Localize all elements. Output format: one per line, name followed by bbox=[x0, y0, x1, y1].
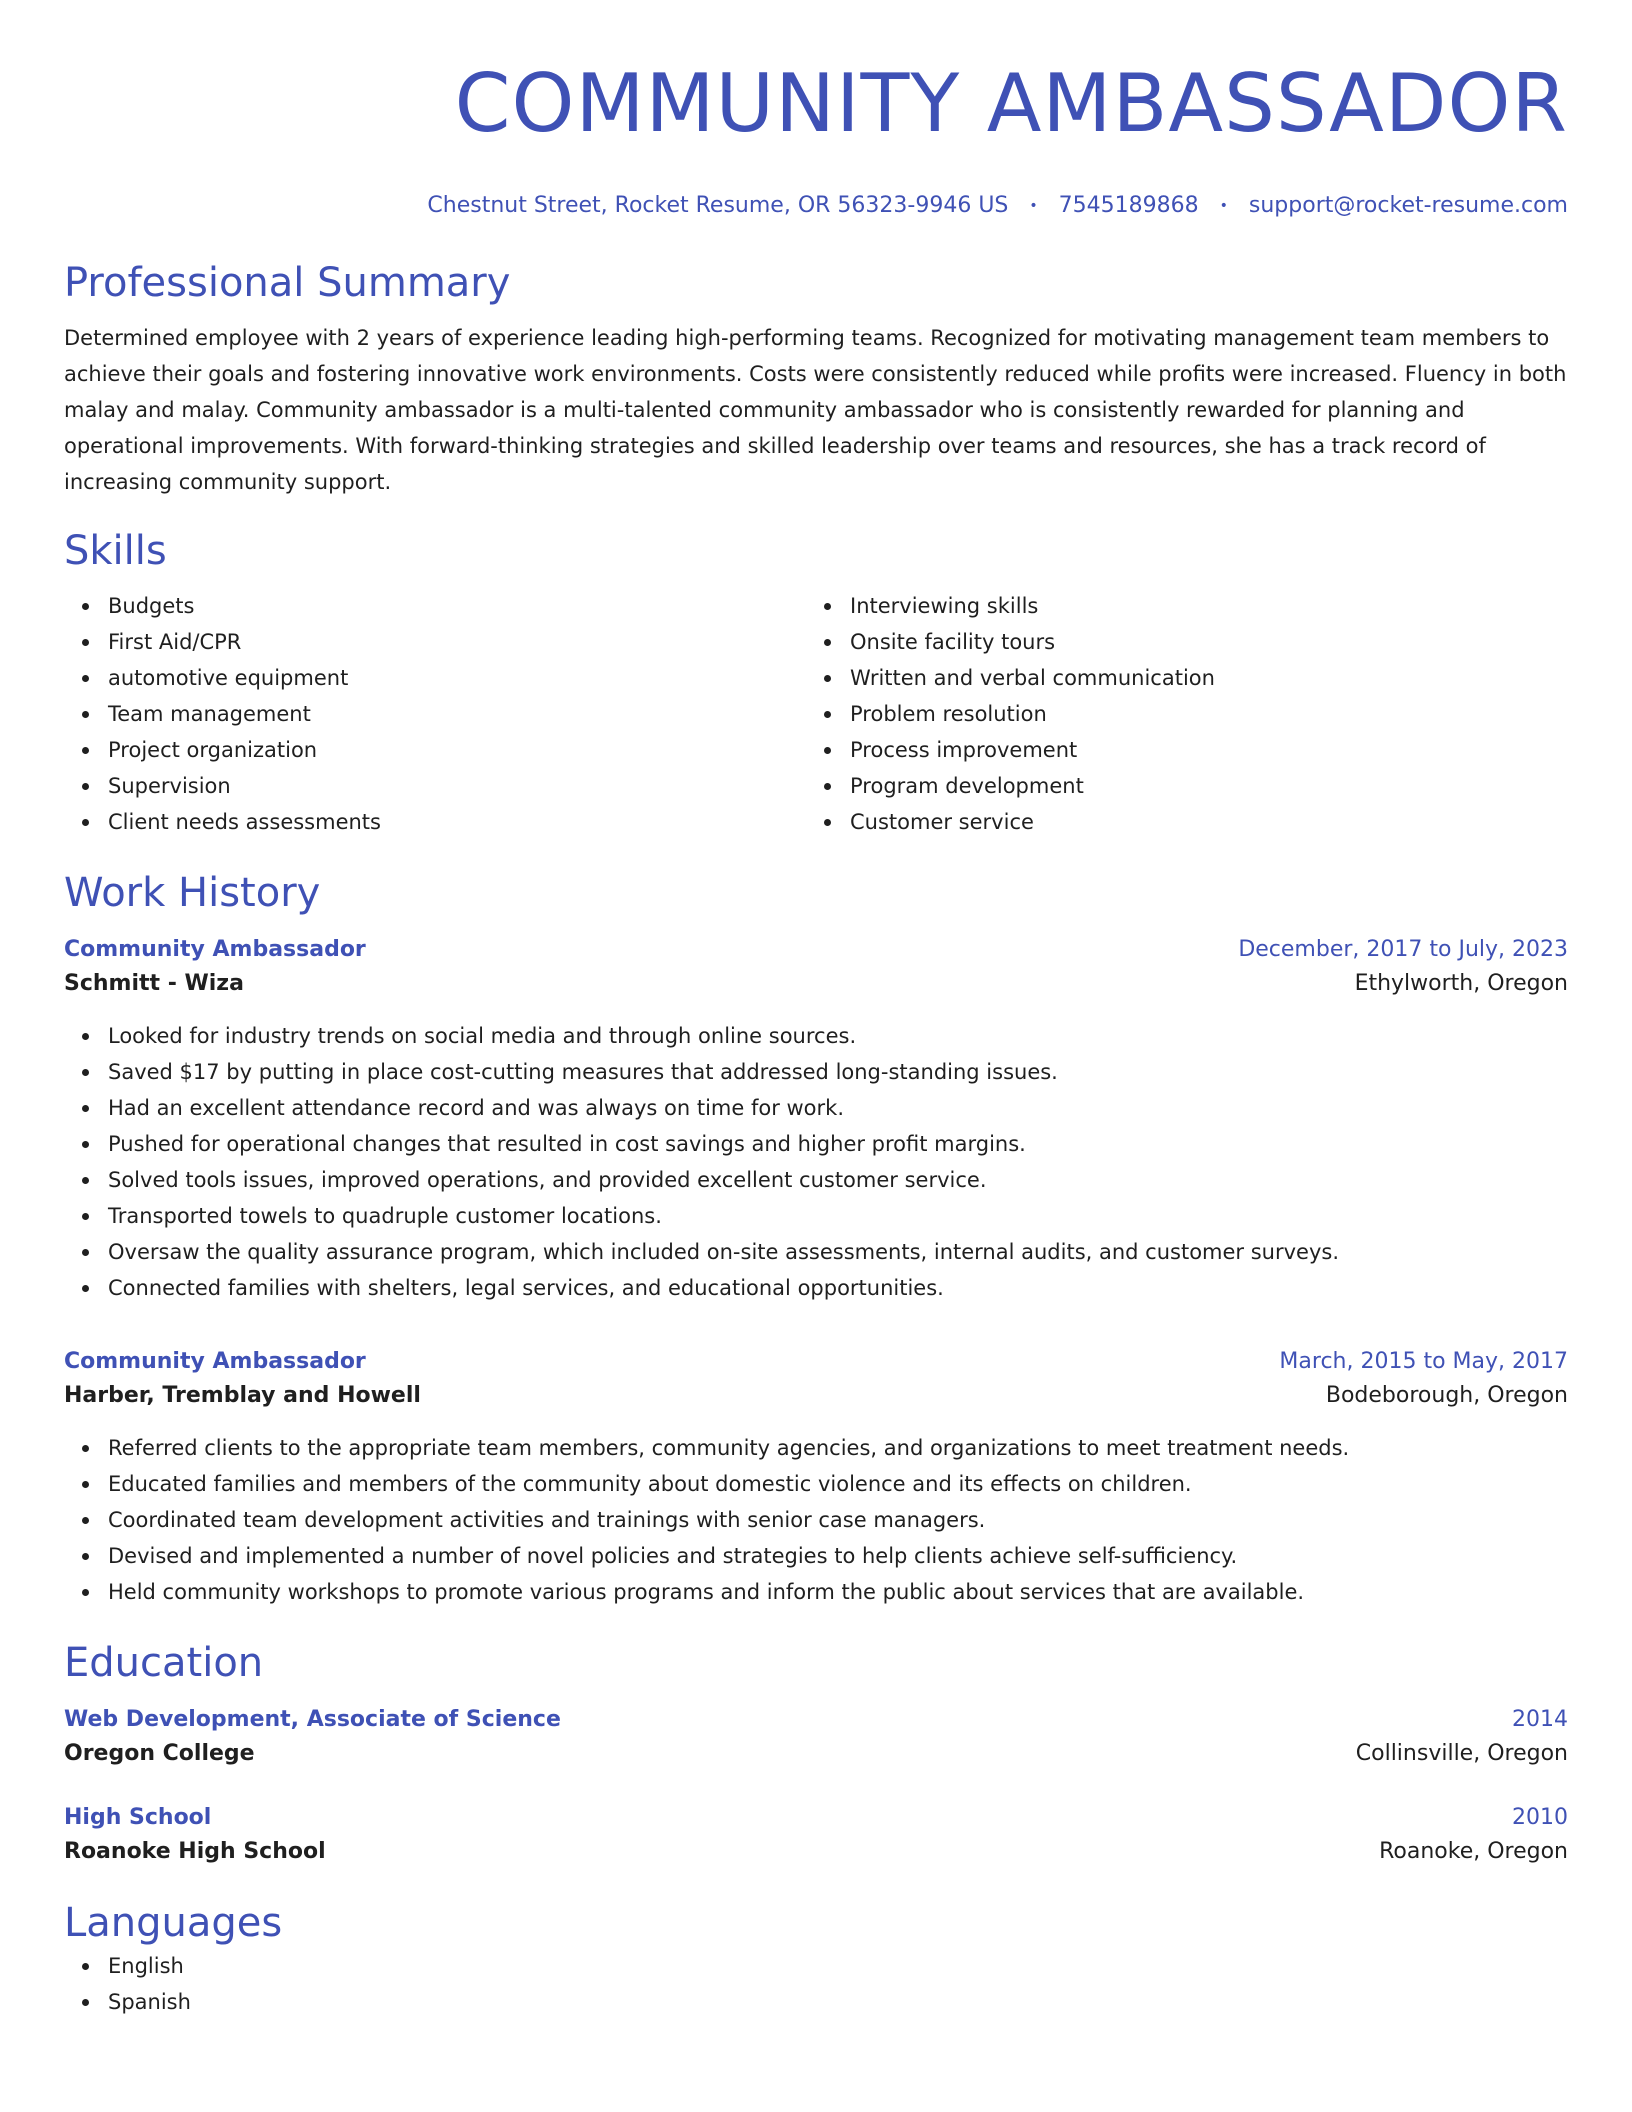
job-duty: Oversaw the quality assurance program, which included on-site assessments, internal audits, and customer surveys. bbox=[108, 1234, 1568, 1270]
company-name: Harber, Tremblay and Howell bbox=[64, 1383, 421, 1408]
job-duty: Had an excellent attendance record and was always on time for work. bbox=[108, 1090, 1568, 1126]
skills-heading: Skills bbox=[64, 528, 167, 574]
work-entry-header bbox=[64, 1346, 1568, 1378]
degree-title: High School bbox=[64, 1805, 212, 1830]
resume-header bbox=[64, 0, 1568, 220]
company-name: Schmitt - Wiza bbox=[64, 971, 244, 996]
job-dates: December, 2017 to July, 2023 bbox=[1238, 937, 1568, 962]
education-entry bbox=[64, 1704, 1568, 1772]
job-duty: Coordinated team development activities and trainings with senior case managers. bbox=[108, 1502, 1568, 1538]
job-duties-list bbox=[64, 1018, 1568, 1306]
job-location: Ethylworth, Oregon bbox=[1354, 971, 1568, 996]
work-entry-header bbox=[64, 934, 1568, 966]
contact-line bbox=[64, 192, 1568, 220]
school-location: Collinsville, Oregon bbox=[1355, 1741, 1568, 1766]
work-history-heading: Work History bbox=[64, 870, 321, 916]
job-duty: Pushed for operational changes that resulted in cost savings and higher profit margins. bbox=[108, 1126, 1568, 1162]
education-entry-subheader bbox=[64, 1736, 1568, 1772]
education-entry-header bbox=[64, 1704, 1568, 1736]
job-dates: March, 2015 to May, 2017 bbox=[1279, 1349, 1568, 1374]
job-duties-list bbox=[64, 1430, 1568, 1610]
candidate-title: COMMUNITY AMBASSADOR bbox=[454, 57, 1568, 150]
skill-item: Interviewing skills bbox=[850, 588, 1548, 624]
skill-item: automotive equipment bbox=[108, 660, 806, 696]
skill-item: Client needs assessments bbox=[108, 804, 806, 840]
education-section bbox=[64, 1638, 1568, 1870]
skill-item: Budgets bbox=[108, 588, 806, 624]
contact-address: Chestnut Street, Rocket Resume, OR 56323-9946 US bbox=[427, 193, 1009, 218]
education-entry-header bbox=[64, 1802, 1568, 1834]
skill-item: Project organization bbox=[108, 732, 806, 768]
skills-list-left bbox=[64, 588, 806, 840]
contact-separator: • bbox=[1219, 198, 1228, 214]
work-entry-subheader bbox=[64, 966, 1568, 1002]
languages-list bbox=[64, 1948, 1568, 2020]
graduation-year: 2010 bbox=[1512, 1805, 1568, 1830]
school-location: Roanoke, Oregon bbox=[1379, 1839, 1568, 1864]
skill-item: Written and verbal communication bbox=[850, 660, 1548, 696]
job-duty: Solved tools issues, improved operations, and provided excellent customer service. bbox=[108, 1162, 1568, 1198]
degree-title: Web Development, Associate of Science bbox=[64, 1707, 561, 1732]
job-duty: Transported towels to quadruple customer locations. bbox=[108, 1198, 1568, 1234]
skill-item: Supervision bbox=[108, 768, 806, 804]
job-duty: Connected families with shelters, legal services, and educational opportunities. bbox=[108, 1270, 1568, 1306]
skills-column-right bbox=[806, 588, 1548, 840]
contact-email: support@rocket-resume.com bbox=[1248, 193, 1568, 218]
job-duty: Devised and implemented a number of novel policies and strategies to help clients achieve self-sufficiency. bbox=[108, 1538, 1568, 1574]
job-title: Community Ambassador bbox=[64, 1349, 366, 1374]
skills-section bbox=[64, 526, 1568, 840]
skills-column-left bbox=[64, 588, 806, 840]
skill-item: Process improvement bbox=[850, 732, 1548, 768]
work-entry bbox=[64, 1346, 1568, 1610]
graduation-year: 2014 bbox=[1512, 1707, 1568, 1732]
skill-item: First Aid/CPR bbox=[108, 624, 806, 660]
skill-item: Customer service bbox=[850, 804, 1548, 840]
work-history-section bbox=[64, 868, 1568, 1610]
skill-item: Program development bbox=[850, 768, 1548, 804]
job-duty: Saved $17 by putting in place cost-cutting measures that addressed long-standing issues. bbox=[108, 1054, 1568, 1090]
skill-item: Problem resolution bbox=[850, 696, 1548, 732]
skills-grid bbox=[64, 588, 1568, 840]
languages-section bbox=[64, 1898, 1568, 2020]
skill-item: Team management bbox=[108, 696, 806, 732]
contact-phone: 7545189868 bbox=[1058, 193, 1199, 218]
school-name: Oregon College bbox=[64, 1741, 255, 1766]
work-entry bbox=[64, 934, 1568, 1306]
work-entry-subheader bbox=[64, 1378, 1568, 1414]
job-title: Community Ambassador bbox=[64, 937, 366, 962]
job-location: Bodeborough, Oregon bbox=[1325, 1383, 1568, 1408]
education-heading: Education bbox=[64, 1640, 264, 1686]
skill-item: Onsite facility tours bbox=[850, 624, 1548, 660]
languages-heading: Languages bbox=[64, 1900, 283, 1946]
school-name: Roanoke High School bbox=[64, 1839, 326, 1864]
education-entry bbox=[64, 1802, 1568, 1870]
job-duty: Held community workshops to promote various programs and inform the public about services that are available. bbox=[108, 1574, 1568, 1610]
job-duty: Educated families and members of the community about domestic violence and its effects on children. bbox=[108, 1466, 1568, 1502]
summary-section bbox=[64, 258, 1568, 500]
language-item: English bbox=[108, 1948, 1568, 1984]
language-item: Spanish bbox=[108, 1984, 1568, 2020]
job-duty: Looked for industry trends on social media and through online sources. bbox=[108, 1018, 1568, 1054]
job-duty: Referred clients to the appropriate team members, community agencies, and organizations to meet treatment needs. bbox=[108, 1430, 1568, 1466]
summary-heading: Professional Summary bbox=[64, 260, 511, 306]
summary-text: Determined employee with 2 years of experience leading high-performing teams. Recognized for motivating management team members to achieve their goals and fostering innovative work environments. Costs were consistently reduced while profits were increased. Fluency in both malay and malay. Community ambassador is a multi-talented community ambassador who is consistently rewarded for planning and operational improvements. With forward-thinking strategies and skilled leadership over teams and resources, she has a track record of increasing community support. bbox=[64, 326, 1567, 494]
skills-list-right bbox=[806, 588, 1548, 840]
education-entry-subheader bbox=[64, 1834, 1568, 1870]
contact-separator: • bbox=[1029, 198, 1038, 214]
